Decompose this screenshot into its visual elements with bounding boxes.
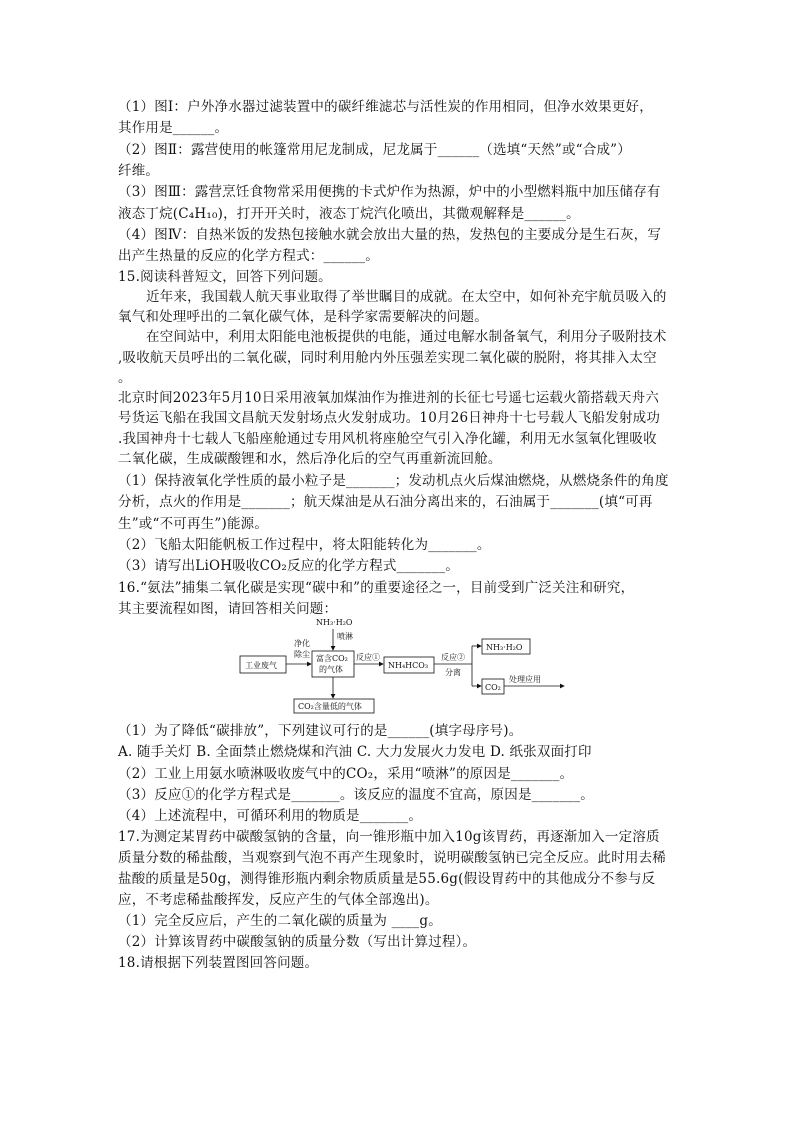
- ammonia-capture-flowchart: [238, 617, 568, 719]
- q16-part3: （3）反应①的化学方程式是_______。该反应的温度不宜高，原因是_______。: [118, 787, 594, 803]
- q16-options: A. 随手关灯 B. 全面禁止燃烧煤和汽油 C. 大力发展火力发电 D. 纸张双面打印: [118, 744, 592, 760]
- q14-part3-line2: 液态丁烷(C₄H₁₀)，打开开关时，液态丁烷汽化喷出，其微观解释是______。: [118, 206, 580, 222]
- q15-part1-line3: 生”或“不可再生”)能源。: [118, 516, 269, 532]
- q16-heading-line2: 其主要流程如图，请回答相关问题：: [118, 601, 338, 617]
- q14-part4-line1: （4）图Ⅳ：自热米饭的发热包接触水就会放出大量的热，发热包的主要成分是生石灰，写: [118, 227, 662, 243]
- label-reaction1: 反应①: [356, 653, 380, 662]
- q16-part4: （4）上述流程中，可循环利用的物质是_______。: [118, 808, 423, 824]
- label-spray: 喷淋: [337, 632, 353, 641]
- q14-part3-line1: （3）图Ⅲ：露营烹饪食物常采用便携的卡式炉作为热源，炉中的小型燃料瓶中加压储存有: [118, 184, 661, 200]
- q15-heading: 15.阅读科普短文，回答下列问题。: [118, 269, 332, 285]
- q17-line2: 质量分数的稀盐酸，当观察到气泡不再产生现象时，说明碳酸氢钠已完全反应。此时用去稀: [118, 850, 666, 866]
- label-process-use: 处理应用: [509, 675, 541, 684]
- q15-para1-line2: 氧气和处理呼出的二氧化碳气体，是科学家需要解决的问题。: [118, 309, 488, 325]
- q17-line4: 应，不考虑稀盐酸挥发，反应产生的气体全部逸出)。: [118, 892, 439, 908]
- q14-part4-line2: 出产生热量的反应的化学方程式：______。: [118, 248, 379, 264]
- q15-part1-line1: （1）保持液氧化学性质的最小粒子是_______；发动机点火后煤油燃烧，从燃烧条件的角度: [118, 473, 669, 489]
- label-reaction2: 反应②: [441, 653, 465, 662]
- q17-part1: （1）完全反应后，产生的二氧化碳的质量为 ____g。: [118, 913, 442, 929]
- label-nh3h2o-right: NH₃·H₂O: [486, 643, 523, 652]
- q14-part2-line2: 纤维。: [118, 163, 160, 179]
- q15-para2-line3: 。: [118, 370, 132, 386]
- label-nh3h2o-top: NH₃·H₂O: [316, 618, 353, 627]
- q14-part1-line2: 其作用是______。: [118, 120, 229, 136]
- label-co2-out: CO₂: [485, 683, 501, 692]
- label-purify-2: 除尘: [294, 650, 310, 659]
- q16-heading-line1: 16.“氨法”捕集二氧化碳是实现“碳中和”的重要途径之一，目前受到广泛关注和研究，: [118, 580, 635, 596]
- q15-part3: （3）请写出LiOH吸收CO₂反应的化学方程式_______。: [118, 558, 459, 574]
- label-co2-rich-2: 的气体: [319, 665, 343, 674]
- q15-part1-line2: 分析，点火的作用是_______；航天煤油是从石油分离出来的，石油属于_______(填“可再: [118, 494, 653, 510]
- q16-part1: （1）为了降低“碳排放”，下列建议可行的是______(填字母序号)。: [118, 723, 523, 739]
- q17-part2: （2）计算该胃药中碳酸氢钠的质量分数（写出计算过程）。: [118, 934, 477, 950]
- q15-part2: （2）飞船太阳能帆板工作过程中，将太阳能转化为_______。: [118, 537, 491, 553]
- q15-para1-line1: 近年来，我国载人航天事业取得了举世瞩目的成就。在太空中，如何补充宇航员吸入的: [146, 289, 667, 305]
- label-purify-1: 净化: [294, 639, 310, 648]
- label-low-co2: CO₂含量低的气体: [298, 702, 362, 711]
- label-separate: 分离: [445, 668, 461, 677]
- q14-part2-line1: （2）图Ⅱ：露营使用的帐篷常用尼龙制成，尼龙属于______（选填“天然”或“合成”）: [118, 142, 631, 158]
- label-nh4hco3: NH₄HCO₃: [388, 661, 429, 670]
- q15-para2-line1: 在空间站中，利用太阳能电池板提供的电能，通过电解水制备氧气，利用分子吸附技术: [146, 329, 667, 345]
- label-waste-gas: 工业废气: [245, 661, 277, 670]
- q14-part1-line1: （1）图Ⅰ：户外净水器过滤装置中的碳纤维滤芯与活性炭的作用相同，但净水效果更好，: [118, 99, 653, 115]
- flowchart-svg: [238, 617, 568, 719]
- q17-line3: 盐酸的质量是50g，测得锥形瓶内剩余物质质量是55.6g(假设胃药中的其他成分不参与反: [118, 871, 656, 887]
- q15-para3-line1: 北京时间2023年5月10日采用液氧加煤油作为推进剂的长征七号遥七运载火箭搭载天舟六: [118, 390, 660, 406]
- q16-part2: （2）工业上用氨水喷淋吸收废气中的CO₂，采用“喷淋”的原因是_______。: [118, 766, 574, 782]
- q17-line1: 17.为测定某胃药中碳酸氢钠的含量，向一锥形瓶中加入10g该胃药，再逐渐加入一定溶质: [118, 829, 660, 845]
- q15-para2-line2: ,吸收航天员呼出的二氧化碳，同时利用舱内外压强差实现二氧化碳的脱附，将其排入太空: [118, 350, 657, 366]
- q18-heading: 18.请根据下列装置图回答问题。: [118, 955, 319, 971]
- label-co2-rich-1: 富含CO₂: [316, 654, 348, 663]
- q15-para3-line3: .我国神舟十七载人飞船座舱通过专用风机将座舱空气引入净化罐，利用无水氢氧化锂吸收: [118, 431, 657, 447]
- q15-para3-line4: 二氧化碳，生成碳酸锂和水，然后净化后的空气再重新流回舱。: [118, 451, 502, 467]
- q15-para3-line2: 号货运飞船在我国文昌航天发射场点火发射成功。10月26日神舟十七号载人飞船发射成功: [118, 410, 661, 426]
